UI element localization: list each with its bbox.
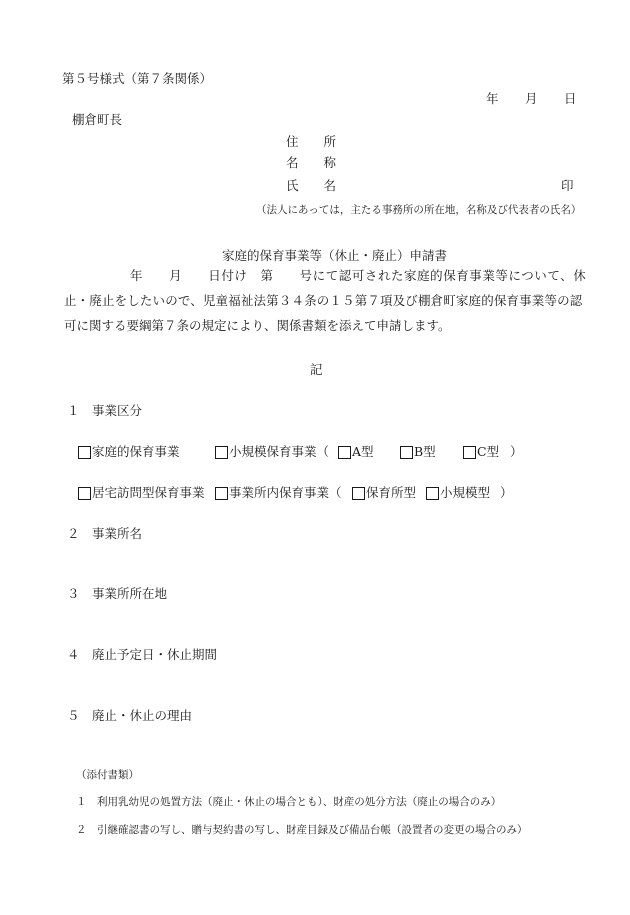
attachments-heading: （添付書類） [76, 769, 139, 781]
checkbox-icon[interactable] [400, 446, 413, 459]
option-type-b[interactable]: B型 [400, 446, 436, 459]
checkbox-icon[interactable] [215, 446, 228, 459]
checkbox-icon[interactable] [78, 487, 91, 500]
option-home-visit-daycare[interactable]: 居宅訪問型保育事業 [78, 487, 205, 500]
section-closure-period: ４ 廃止予定日・休止期間 [67, 647, 218, 662]
checkbox-icon[interactable] [426, 487, 439, 500]
checkbox-icon[interactable] [463, 446, 476, 459]
option-type-a[interactable]: A型 [338, 446, 374, 459]
name-label: 名 称 [286, 155, 337, 170]
bracket-close: ） [510, 444, 523, 459]
body-line-2: 止・廃止をしたいので、児童福祉法第３４条の１５第７項及び棚倉町家庭的保育事業等の認 [64, 293, 583, 308]
attachment-item-1: １ 利用乳幼児の処置方法（廃止・休止の場合とも）、財産の処分方法（廃止の場合のみ） [76, 796, 502, 808]
checkbox-icon[interactable] [215, 487, 228, 500]
seal-mark: 印 [561, 178, 574, 193]
body-line-1: 年 月 日付け 第 号にて認可された家庭的保育事業等について、休 [130, 268, 587, 283]
attachment-item-2: ２ 引継確認書の写し、贈与契約書の写し、財産目録及び備品台帳（設置者の変更の場合のみ） [76, 824, 528, 836]
date-line: 年 月 日 [486, 91, 578, 106]
document-title: 家庭的保育事業等（休止・廃止）申請書 [222, 248, 448, 263]
address-label: 住 所 [286, 134, 337, 149]
option-home-daycare[interactable]: 家庭的保育事業 [78, 446, 180, 459]
form-number: 第５号様式（第７条関係） [62, 71, 213, 86]
section-business-name: ２ 事業所名 [67, 526, 143, 541]
option-type-c[interactable]: C型 [463, 446, 499, 459]
person-label: 氏 名 [286, 178, 337, 193]
checkbox-icon[interactable] [338, 446, 351, 459]
section-closure-reason: ５ 廃止・休止の理由 [67, 708, 193, 723]
option-nursery-type[interactable]: 保育所型 [352, 487, 416, 500]
checkbox-icon[interactable] [78, 446, 91, 459]
option-small-type[interactable]: 小規模型 [426, 487, 490, 500]
ki-heading: 記 [310, 362, 323, 377]
option-workplace-daycare[interactable]: 事業所内保育事業（ [215, 487, 342, 500]
bracket-close: ） [500, 485, 513, 500]
section-business-address: ３ 事業所所在地 [67, 586, 168, 601]
option-small-scale-daycare[interactable]: 小規模保育事業（ [215, 446, 329, 459]
section-business-category: １ 事業区分 [67, 403, 143, 418]
addressee: 棚倉町長 [72, 112, 123, 127]
checkbox-icon[interactable] [352, 487, 365, 500]
applicant-note: （法人にあっては，主たる事務所の所在地，名称及び代表者の氏名） [256, 204, 582, 216]
body-line-3: 可に関する要綱第７条の規定により、関係書類を添えて申請します。 [64, 318, 451, 333]
